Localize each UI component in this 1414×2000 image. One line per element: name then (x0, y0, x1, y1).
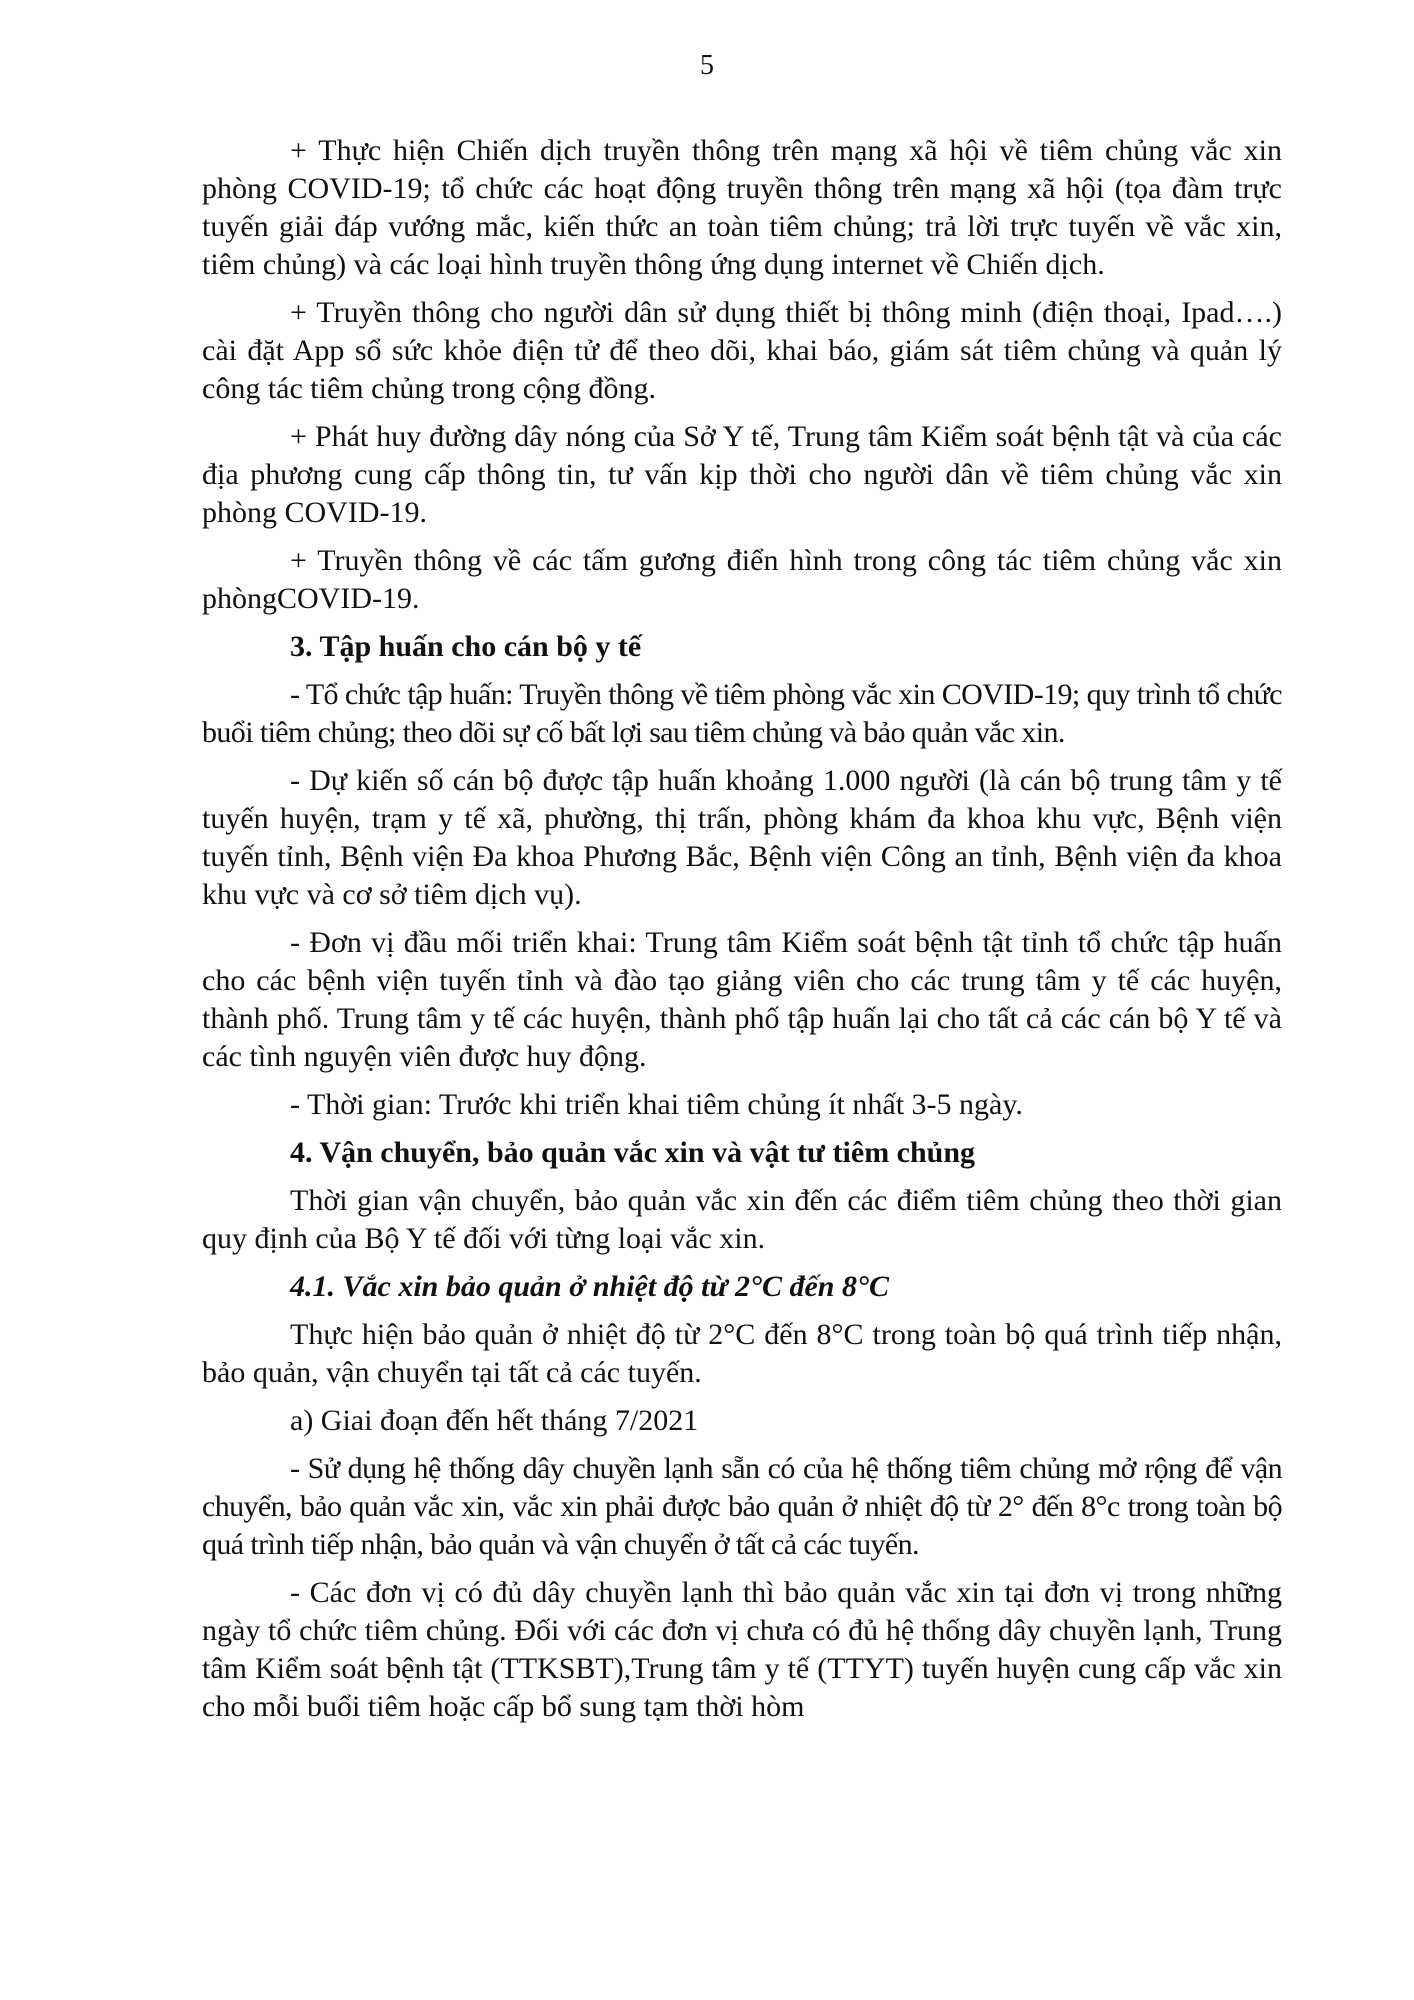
paragraph-training-content: - Tổ chức tập huấn: Truyền thông về tiêm phòng vắc xin COVID-19; quy trình tổ chức buổi tiêm chủng; theo dõi sự cố bất lợi sau tiêm chủng và bảo quản vắc xin. (202, 678, 1282, 749)
paragraph-units-cold-chain: - Các đơn vị có đủ dây chuyền lạnh thì bảo quản vắc xin tại đơn vị trong những ngày tổ chức tiêm chủng. Đối với các đơn vị chưa có đủ hệ thống dây chuyền lạnh, Trung tâm Kiểm soát bệnh tật (TTKSBT),Trung tâm y tế (TTYT) tuyến huyện cung cấp vắc xin cho mỗi buổi tiêm hoặc cấp bổ sung tạm thời hòm (202, 1576, 1282, 1723)
paragraph-role-models: + Truyền thông về các tấm gương điển hình trong công tác tiêm chủng vắc xin phòngCOVID-19. (202, 544, 1282, 615)
paragraph-training-time: - Thời gian: Trước khi triển khai tiêm chủng ít nhất 3-5 ngày. (290, 1088, 1023, 1121)
document-body (202, 132, 1282, 1736)
paragraph-training-unit: - Đơn vị đầu mối triển khai: Trung tâm Kiểm soát bệnh tật tỉnh tổ chức tập huấn cho các bệnh viện tuyến tỉnh và đào tạo giảng viên cho các trung tâm y tế các huyện, thành phố. Trung tâm y tế các huyện, thành phố tập huấn lại cho tất cả các cán bộ Y tế và các tình nguyện viên được huy động. (202, 926, 1282, 1073)
page-number: 5 (700, 50, 714, 81)
paragraph-training-staff: - Dự kiến số cán bộ được tập huấn khoảng 1.000 người (là cán bộ trung tâm y tế tuyến huyện, trạm y tế xã, phường, thị trấn, phòng khám đa khoa khu vực, Bệnh viện tuyến tỉnh, Bệnh viện Đa khoa Phương Bắc, Bệnh viện Công an tỉnh, Bệnh viện đa khoa khu vực và cơ sở tiêm dịch vụ). (202, 764, 1282, 911)
paragraph-transport-time: Thời gian vận chuyển, bảo quản vắc xin đến các điểm tiêm chủng theo thời gian quy định của Bộ Y tế đối với từng loại vắc xin. (202, 1184, 1282, 1255)
paragraph-hotline: + Phát huy đường dây nóng của Sở Y tế, Trung tâm Kiểm soát bệnh tật và của các địa phương cung cấp thông tin, tư vấn kịp thời cho người dân về tiêm chủng vắc xin phòng COVID-19. (202, 420, 1282, 529)
paragraph-health-app: + Truyền thông cho người dân sử dụng thiết bị thông minh (điện thoại, Ipad….) cài đặt App sổ sức khỏe điện tử để theo dõi, khai báo, giám sát tiêm chủng và quản lý công tác tiêm chủng trong cộng đồng. (202, 296, 1282, 405)
paragraph-cold-chain: - Sử dụng hệ thống dây chuyền lạnh sẵn có của hệ thống tiêm chủng mở rộng để vận chuyển, bảo quản vắc xin, vắc xin phải được bảo quản ở nhiệt độ từ 2° đến 8°c trong toàn bộ quá trình tiếp nhận, bảo quản và vận chuyển ở tất cả các tuyến. (202, 1452, 1282, 1561)
section-heading-training: 3. Tập huấn cho cán bộ y tế (290, 630, 642, 663)
subsection-heading-2-8c: 4.1. Vắc xin bảo quản ở nhiệt độ từ 2°C đến 8°C (290, 1270, 889, 1303)
paragraph-storage-temp: Thực hiện bảo quản ở nhiệt độ từ 2°C đến 8°C trong toàn bộ quá trình tiếp nhận, bảo quản, vận chuyển tại tất cả các tuyến. (202, 1318, 1282, 1389)
paragraph-social-media-campaign: + Thực hiện Chiến dịch truyền thông trên mạng xã hội về tiêm chủng vắc xin phòng COVID-19; tổ chức các hoạt động truyền thông trên mạng xã hội (tọa đàm trực tuyến giải đáp vướng mắc, kiến thức an toàn tiêm chủng; trả lời trực tuyến về vắc xin, tiêm chủng) và các loại hình truyền thông ứng dụng internet về Chiến dịch. (202, 134, 1282, 281)
paragraph-phase-a: a) Giai đoạn đến hết tháng 7/2021 (290, 1404, 699, 1437)
section-heading-transport: 4. Vận chuyển, bảo quản vắc xin và vật tư tiêm chủng (290, 1136, 976, 1169)
